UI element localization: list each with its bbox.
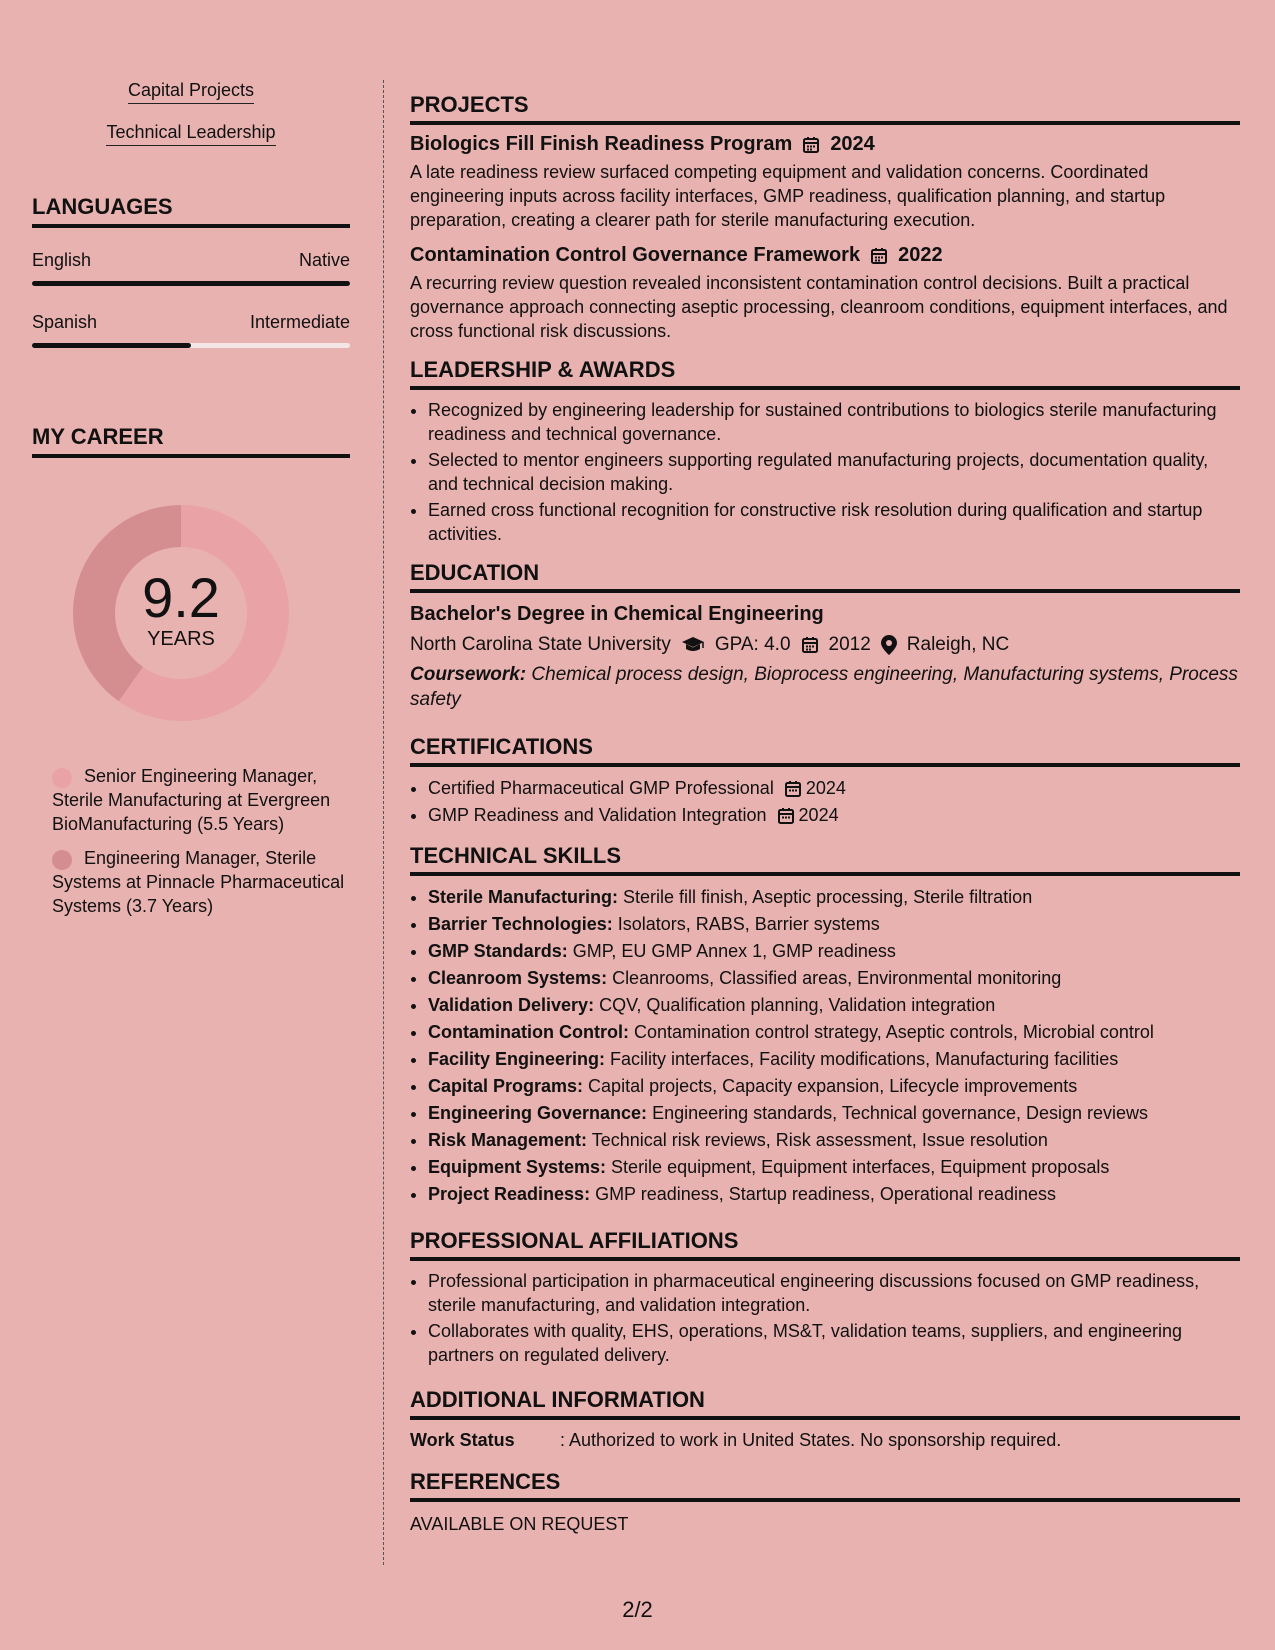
skill-item: [428, 1100, 1240, 1127]
leadership-heading: LEADERSHIP & AWARDS: [410, 357, 1240, 390]
skill-label: Risk Management:: [428, 1130, 588, 1150]
skill-tag: Technical Leadership: [106, 122, 275, 146]
list-item: • Recognized by engineering leadership for sustained contributions to biologics sterile manufacturing readiness and technical governance.: [428, 398, 1240, 446]
list-item: • Professional participation in pharmaceutical engineering discussions focused on GMP readiness, sterile manufacturing, and validation integration.: [428, 1269, 1240, 1317]
skill-value: CQV, Qualification planning, Validation integration: [594, 995, 996, 1015]
skill-label: Equipment Systems:: [428, 1157, 607, 1177]
education-meta: [410, 634, 1240, 656]
education-year: 2012: [828, 634, 871, 655]
career-legend-dot: [52, 850, 72, 870]
skill-item: [428, 992, 1240, 1019]
affiliations-section: [410, 1228, 1240, 1367]
project-description: A recurring review question revealed inconsistent contamination control decisions. Built a practical governance approach connecting aseptic processing, cleanroom conditions, equipment interfaces, and cross functional risk discussions.: [410, 273, 1228, 341]
career-item-text: Engineering Manager, Sterile Systems at Pinnacle Pharmaceutical Systems (3.7 Years): [52, 848, 345, 916]
skill-label: Contamination Control:: [428, 1022, 629, 1042]
skills-section: [410, 843, 1240, 1208]
additional-section: [410, 1387, 1240, 1451]
project-year: 2022: [898, 244, 943, 266]
certification-year: 2024: [805, 778, 846, 798]
skill-label: Project Readiness:: [428, 1184, 591, 1204]
project-year: 2024: [830, 133, 875, 155]
certification-name: • Certified Pharmaceutical GMP Professional: [428, 778, 774, 798]
skill-item: [428, 1127, 1240, 1154]
language-proficiency-bar: [32, 281, 350, 286]
skill-item: [428, 1181, 1240, 1208]
language-item: [32, 250, 350, 286]
leadership-section: [410, 357, 1240, 546]
career-list: [52, 764, 350, 918]
calendar-icon: [777, 807, 795, 825]
projects-section: [410, 92, 1240, 343]
references-text: AVAILABLE ON REQUEST: [410, 1514, 629, 1534]
project-name: Contamination Control Governance Framework: [410, 244, 861, 266]
skill-item: [428, 1154, 1240, 1181]
certification-year: 2024: [798, 805, 839, 825]
skill-value: Technical risk reviews, Risk assessment, Issue resolution: [587, 1130, 1048, 1150]
list-item: [428, 775, 1240, 802]
work-status-label: Work Status: [410, 1430, 515, 1450]
language-name: English: [32, 250, 92, 270]
skill-item: [428, 1019, 1240, 1046]
language-item: [32, 312, 350, 348]
affiliations-list: [410, 1269, 1240, 1367]
calendar-icon: [784, 780, 802, 798]
education-gpa: GPA: 4.0: [714, 634, 791, 655]
language-proficiency-bar: [32, 343, 350, 348]
skill-label: GMP Standards:: [428, 941, 568, 961]
career-total-unit: YEARS: [147, 628, 215, 650]
skill-label: Validation Delivery:: [428, 995, 595, 1015]
leadership-list: [410, 398, 1240, 546]
skill-value: Contamination control strategy, Aseptic controls, Microbial control: [628, 1022, 1154, 1042]
coursework-label: Coursework:: [410, 664, 527, 685]
skill-value: Engineering standards, Technical governance, Design reviews: [647, 1103, 1149, 1123]
skill-item: [428, 911, 1240, 938]
career-heading: MY CAREER: [32, 424, 350, 458]
references-section: [410, 1469, 1240, 1535]
education-section: [410, 560, 1240, 712]
skill-item: [428, 884, 1240, 911]
education-heading: EDUCATION: [410, 560, 1240, 593]
skill-item: [428, 965, 1240, 992]
skill-value: GMP readiness, Startup readiness, Operational readiness: [590, 1184, 1056, 1204]
list-item: • Selected to mentor engineers supporting regulated manufacturing projects, documentation quality, and technical decision making.: [428, 448, 1240, 496]
location-pin-icon: [881, 635, 897, 655]
skill-value: Sterile equipment, Equipment interfaces, Equipment proposals: [606, 1157, 1110, 1177]
skills-list: [410, 884, 1240, 1208]
certifications-section: [410, 734, 1240, 829]
list-item: • Collaborates with quality, EHS, operations, MS&T, validation teams, suppliers, and engineering partners on regulated delivery.: [428, 1319, 1240, 1367]
education-degree: Bachelor's Degree in Chemical Engineering: [410, 603, 824, 625]
language-level: Intermediate: [249, 312, 350, 332]
career-item: [52, 764, 350, 836]
project-name: Biologics Fill Finish Readiness Program: [410, 133, 793, 155]
language-proficiency-fill: [32, 343, 191, 348]
certifications-list: [410, 775, 1240, 829]
career-legend-dot: [52, 768, 72, 788]
skill-value: Cleanrooms, Classified areas, Environmental monitoring: [607, 968, 1062, 988]
additional-heading: ADDITIONAL INFORMATION: [410, 1387, 1240, 1420]
skill-value: Capital projects, Capacity expansion, Lifecycle improvements: [583, 1076, 1078, 1096]
skill-label: Facility Engineering:: [428, 1049, 606, 1069]
skill-item: [428, 1073, 1240, 1100]
calendar-icon: [870, 247, 888, 265]
work-status-value: : Authorized to work in United States. No sponsorship required.: [560, 1430, 1062, 1450]
calendar-icon: [801, 636, 819, 654]
languages-heading: LANGUAGES: [32, 194, 350, 228]
career-item-text: Senior Engineering Manager, Sterile Manufacturing at Evergreen BioManufacturing (5.5 Years): [52, 766, 331, 834]
main-content: [410, 92, 1240, 1549]
skill-label: Engineering Governance:: [428, 1103, 648, 1123]
certification-name: • GMP Readiness and Validation Integration: [428, 805, 767, 825]
skills-heading: TECHNICAL SKILLS: [410, 843, 1240, 876]
references-heading: REFERENCES: [410, 1469, 1240, 1502]
skill-value: Isolators, RABS, Barrier systems: [612, 914, 880, 934]
certifications-heading: CERTIFICATIONS: [410, 734, 1240, 767]
skill-label: Cleanroom Systems:: [428, 968, 608, 988]
education-coursework: [410, 662, 1240, 712]
project-description: A late readiness review surfaced competing equipment and validation concerns. Coordinated engineering inputs across facility interfaces, GMP readiness, qualification planning, and startup preparation, creating a clearer path for sterile manufacturing execution.: [410, 162, 1166, 230]
skill-value: Facility interfaces, Facility modifications, Manufacturing facilities: [605, 1049, 1119, 1069]
project-title-row: [410, 133, 1240, 156]
skill-value: GMP, EU GMP Annex 1, GMP readiness: [567, 941, 896, 961]
project-title-row: [410, 244, 1240, 267]
career-item: [52, 846, 350, 918]
coursework-text: Chemical process design, Bioprocess engineering, Manufacturing systems, Process safety: [410, 664, 1238, 710]
calendar-icon: [802, 136, 820, 154]
skill-value: Sterile fill finish, Aseptic processing, Sterile filtration: [618, 887, 1033, 907]
language-level: Native: [298, 250, 350, 270]
skill-item: [428, 938, 1240, 965]
column-divider: [383, 80, 384, 1565]
projects-heading: PROJECTS: [410, 92, 1240, 125]
affiliations-heading: PROFESSIONAL AFFILIATIONS: [410, 1228, 1240, 1261]
sidebar: [32, 80, 350, 918]
work-status-row: [410, 1430, 1240, 1451]
skill-item: [428, 1046, 1240, 1073]
language-name: Spanish: [32, 312, 98, 332]
graduation-cap-icon: [681, 636, 705, 654]
career-total-value: 9.2: [142, 566, 220, 629]
skill-label: Sterile Manufacturing:: [428, 887, 619, 907]
education-location: Raleigh, NC: [906, 634, 1010, 655]
list-item: [428, 802, 1240, 829]
language-proficiency-fill: [32, 281, 350, 286]
skill-label: Capital Programs:: [428, 1076, 584, 1096]
career-donut-chart: [66, 498, 296, 728]
skill-label: Barrier Technologies:: [428, 914, 613, 934]
education-school: North Carolina State University: [410, 634, 671, 655]
page-number: 2/2: [622, 1597, 653, 1622]
skill-tag: Capital Projects: [128, 80, 254, 104]
list-item: • Earned cross functional recognition for constructive risk resolution during qualification and startup activities.: [428, 498, 1240, 546]
